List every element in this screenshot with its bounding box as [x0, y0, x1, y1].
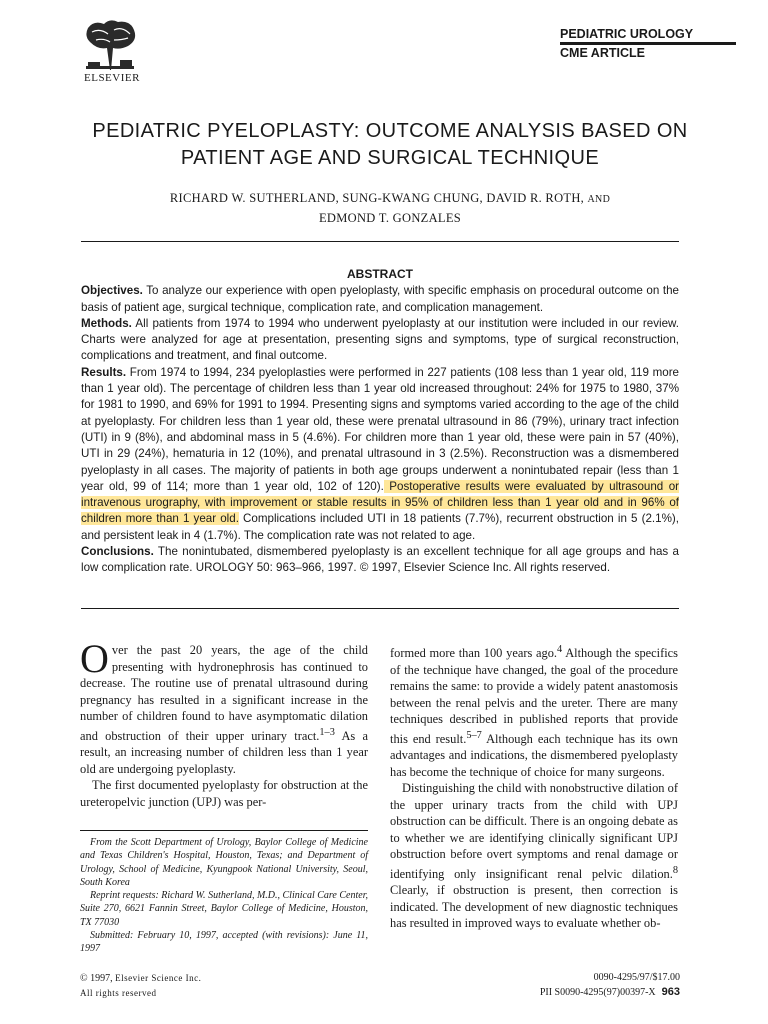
body-column-left: [80, 636, 369, 810]
footnote-submitted: Submitted: February 10, 1997, accepted (with revisions): June 11, 1997: [80, 930, 368, 955]
abstract-heading: ABSTRACT: [347, 267, 413, 281]
citation: UROLOGY 50: 963–966, 1997. © 1997, Elsevier Science Inc. All rights reserved.: [195, 561, 611, 575]
body-paragraph: The first documented pyeloplasty for obstruction at the ureteropelvic junction (UPJ) was per-: [80, 778, 368, 809]
divider-bottom: [81, 608, 679, 609]
elsevier-tree-icon: [80, 18, 140, 72]
abstract-conclusions: Conclusions. The nonintubated, dismembered pyeloplasty is an excellent technique for all age groups and has a low complication rate. UROLOGY 50: 963–966, 1997. © 1997, Elsevier Science Inc. All rights reserved.: [81, 545, 679, 575]
issn: 0090-4295/97/$17.00: [593, 972, 680, 983]
body-paragraph: Distinguishing the child with nonobstructive dilation of the upper urinary tracts from the child with UPJ obstruction can be difficult. There is an ongoing debate as to whether we are identifying clinically significant UPJ obstruction before overt symptoms and renal damage or identifying only insignificant renal pelvic dilation.$^8$ Clearly, if obstruction is present, then correction is indicated. The development of new diagnostic techniques has resulted in improved ways to evaluate whether ob-: [390, 781, 678, 931]
body-paragraph: formed more than 100 years ago.$^4$ Although the specifics of the technique have changed, the goal of the procedure remains the same: to provide a widely patent anastomosis between the renal pelvis and the ureter. There are many techniques described in published reports that provide this end result.$^{5-7}$ Although each technique has its own advantages and indications, the dismembered pyeloplasty has become the technique of choice for many surgeons.: [390, 644, 679, 779]
title-line2: PATIENT AGE AND SURGICAL TECHNIQUE: [180, 147, 600, 169]
section-label: [560, 26, 736, 61]
abstract-results: Results. From 1974 to 1994, 234 pyeloplasties were performed in 227 patients (108 less than 1 year old, 119 more than 1 year old). The percentage of children less than 1 year old increased throughout: 24% for 1975 to 1980, 37% for 1981 to 1990, and 69% for 1991 to 1994. Presenting signs and symptoms varied according to the age of the child at pyeloplasty. For children less than 1 year old, these were prenatal ultrasound in 86 (79%), urinary tract infection (UTI) in 9 (8%), and abdominal mass in 5 (4.6%). For children more than 1 year old, these were pain in 57 (40%), UTI in 29 (24%), hematuria in 12 (10%), and prenatal ultrasound in 3 (2.5%). Reconstruction was a dismembered pyeloplasty in all cases. The majority of patients in both age groups underwent a nonintubated repair (less than 1 year old, 99 of 114; more than 1 year old, 102 of 120). Postoperative results were evaluated by ultrasound or intravenous urography, with improvement or stable results in 95% of children less than 1 year old and in 96% of children more than 1 year old. Complications included UTI in 18 patients (7.7%), recurrent obstruction in 5 (2.1%), and persistent leak in 4 (1.7%). The complication rate was not related to age.: [81, 365, 680, 542]
authors-line2: EDMOND T. GONZALES: [318, 211, 462, 225]
abstract-objectives: Objectives. To analyze our experience with open pyeloplasty, with specific emphasis on procedural outcome on the basis of patient age, surgical technique, complication rate, and complication management.: [81, 284, 679, 314]
body-paragraph: Over the past 20 years, the age of the child presenting with hydronephrosis has continued to decrease. The routine use of prenatal ultrasound during pregnancy has resulted in a significant increase in the number of children found to have asymptomatic dilation and obstruction of their upper urinary tract.$^{1-3}$ As a result, an increasing number of children less than 1 year old are undergoing pyeloplasty.: [80, 636, 369, 776]
footnote-affiliation: From the Scott Department of Urology, Baylor College of Medicine and Texas Children's Hospital, Houston, Texas; and Department of Urology, School of Medicine, Kyungpook National University, Seoul, South Korea: [80, 837, 368, 888]
author-list: [110, 189, 670, 227]
pii: PII S0090-4295(97)00397-X: [539, 987, 656, 998]
elsevier-logo: [80, 18, 150, 84]
article-title: [90, 118, 690, 172]
section-line2: CME ARTICLE: [560, 46, 645, 60]
divider-top: [81, 241, 679, 242]
issn-block: [440, 971, 680, 1000]
footnote-reprint: Reprint requests: Richard W. Sutherland, M.D., Clinical Care Center, Suite 270, 6621 Fannin Street, Baylor College of Medicine, Houston, TX 77030: [80, 890, 368, 928]
authors-line1: RICHARD W. SUTHERLAND, SUNG-KWANG CHUNG, DAVID R. ROTH, AND: [169, 191, 611, 205]
footnotes: [80, 836, 368, 956]
abstract: [81, 266, 679, 577]
drop-cap: O: [80, 636, 109, 681]
copyright: © 1997, Elsevier Science Inc. All rights reserved: [80, 971, 340, 1000]
section-line1: PEDIATRIC UROLOGY: [560, 27, 694, 41]
authors-and: AND: [587, 194, 611, 205]
body-column-right: [390, 642, 678, 932]
abstract-methods: Methods. All patients from 1974 to 1994 who underwent pyeloplasty at our institution were included in our review. Charts were analyzed for age at presentation, presenting signs and symptoms, type of surgical reconstruction, complications and treatment, and final outcome.: [81, 316, 679, 363]
title-line1: PEDIATRIC PYELOPLASTY: OUTCOME ANALYSIS BASED ON: [92, 120, 688, 142]
publisher-name: ELSEVIER: [84, 72, 140, 84]
page-number: 963: [661, 986, 680, 998]
highlighted-text[interactable]: Postoperative results were evaluated by ultrasound or intravenous urography, with improvement or stable results in 95% of children less than 1 year old and in 96% of children more than 1 year old.: [81, 479, 680, 526]
footnote-rule: [80, 830, 368, 831]
rights-reserved: All rights reserved: [80, 988, 157, 998]
